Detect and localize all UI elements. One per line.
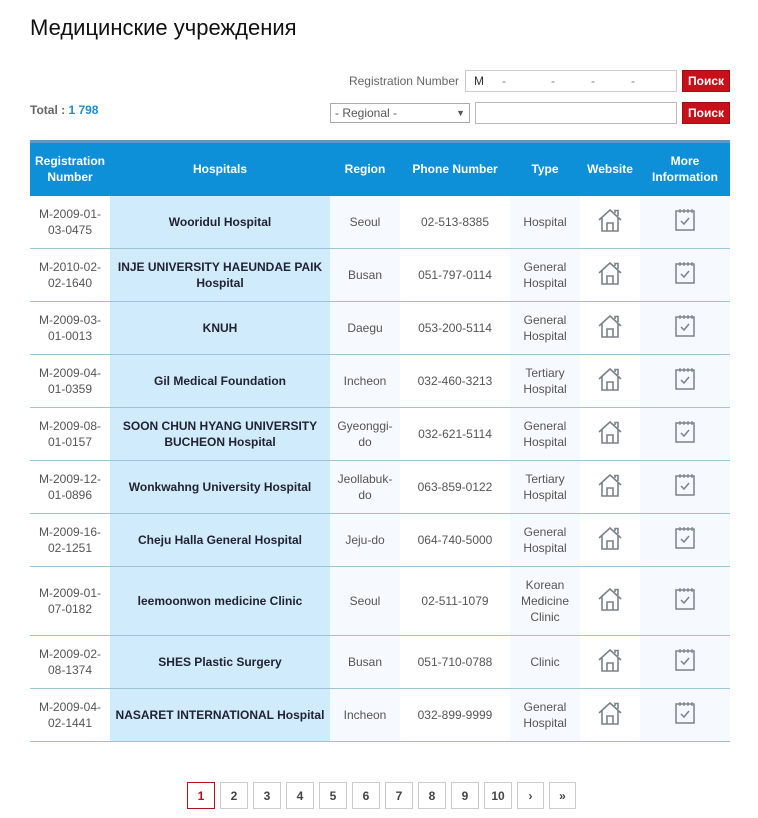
phone-number: 063-859-0122: [400, 461, 510, 514]
more-information-cell[interactable]: [640, 302, 730, 355]
region: Seoul: [330, 196, 400, 249]
hospital-name[interactable]: leemoonwon medicine Clinic: [110, 567, 330, 636]
more-information-cell[interactable]: [640, 461, 730, 514]
more-information-cell[interactable]: [640, 249, 730, 302]
phone-number: 032-460-3213: [400, 355, 510, 408]
page-4-button[interactable]: 4: [286, 782, 314, 809]
website-cell[interactable]: [580, 302, 640, 355]
table-row: [30, 636, 730, 689]
hospital-name[interactable]: KNUH: [110, 302, 330, 355]
phone-number: 053-200-5114: [400, 302, 510, 355]
col-registration-number: Registration Number: [34, 154, 105, 185]
notepad-check-icon[interactable]: [674, 367, 696, 395]
hospital-name[interactable]: Gil Medical Foundation: [110, 355, 330, 408]
notepad-check-icon[interactable]: [674, 261, 696, 289]
regional-search-row: [330, 102, 730, 124]
phone-number: 02-513-8385: [400, 196, 510, 249]
table-row: [30, 514, 730, 567]
notepad-check-icon[interactable]: [674, 648, 696, 676]
page-7-button[interactable]: 7: [385, 782, 413, 809]
page-5-button[interactable]: 5: [319, 782, 347, 809]
hospital-type: Korean Medicine Clinic: [510, 567, 580, 636]
website-cell[interactable]: [580, 408, 640, 461]
hospital-name[interactable]: Wooridul Hospital: [110, 196, 330, 249]
hospital-name[interactable]: SOON CHUN HYANG UNIVERSITY BUCHEON Hospital: [110, 408, 330, 461]
more-information-cell[interactable]: [640, 567, 730, 636]
notepad-check-icon[interactable]: [674, 420, 696, 448]
hospitals-table: [30, 140, 730, 742]
phone-number: 064-740-5000: [400, 514, 510, 567]
phone-number: 02-511-1079: [400, 567, 510, 636]
table-row: [30, 355, 730, 408]
region: Busan: [330, 249, 400, 302]
region: Incheon: [330, 355, 400, 408]
next-page-button[interactable]: ›: [517, 782, 544, 809]
registration-number-input[interactable]: [465, 70, 677, 92]
region: Daegu: [330, 302, 400, 355]
website-cell[interactable]: [580, 355, 640, 408]
home-icon[interactable]: [596, 366, 624, 396]
registration-number: M-2009-01-07-0182: [30, 567, 110, 636]
website-cell[interactable]: [580, 196, 640, 249]
hospital-type: Clinic: [510, 636, 580, 689]
phone-number: 032-621-5114: [400, 408, 510, 461]
page-3-button[interactable]: 3: [253, 782, 281, 809]
page-1-button[interactable]: 1: [187, 782, 215, 809]
page-10-button[interactable]: 10: [484, 782, 512, 809]
more-information-cell[interactable]: [640, 196, 730, 249]
table-row: [30, 567, 730, 636]
hospital-name[interactable]: SHES Plastic Surgery: [110, 636, 330, 689]
region: Incheon: [330, 689, 400, 742]
hospital-type: General Hospital: [510, 514, 580, 567]
notepad-check-icon[interactable]: [674, 701, 696, 729]
hospital-type: General Hospital: [510, 689, 580, 742]
hospital-type: General Hospital: [510, 302, 580, 355]
col-more-information: More Information: [652, 154, 718, 185]
hospital-type: Hospital: [510, 196, 580, 249]
col-phone-number: Phone Number: [412, 162, 498, 177]
registration-search-row: [349, 70, 730, 92]
table-row: [30, 461, 730, 514]
notepad-check-icon[interactable]: [674, 314, 696, 342]
website-cell[interactable]: [580, 636, 640, 689]
notepad-check-icon[interactable]: [674, 473, 696, 501]
more-information-cell[interactable]: [640, 636, 730, 689]
col-website: Website: [587, 162, 633, 177]
col-hospitals: Hospitals: [192, 162, 247, 177]
table-row: [30, 689, 730, 742]
notepad-check-icon[interactable]: [674, 587, 696, 615]
dropdown-arrow-icon: ▼: [456, 108, 465, 118]
page-9-button[interactable]: 9: [451, 782, 479, 809]
home-icon[interactable]: [596, 260, 624, 290]
total-label: Total :: [30, 103, 69, 117]
phone-number: 051-797-0114: [400, 249, 510, 302]
more-information-cell[interactable]: [640, 408, 730, 461]
region: Seoul: [330, 567, 400, 636]
regional-select-value: - Regional -: [335, 106, 398, 120]
region: Jeju-do: [330, 514, 400, 567]
hospital-type: Tertiary Hospital: [510, 461, 580, 514]
registration-number: M-2009-16-02-1251: [30, 514, 110, 567]
col-type: Type: [531, 162, 559, 177]
home-icon[interactable]: [596, 586, 624, 616]
home-icon[interactable]: [596, 525, 624, 555]
home-icon[interactable]: [596, 472, 624, 502]
region: Gyeonggi-do: [330, 408, 400, 461]
registration-number-label: Registration Number: [348, 74, 459, 88]
home-icon[interactable]: [596, 700, 624, 730]
website-cell[interactable]: [580, 514, 640, 567]
home-icon[interactable]: [596, 313, 624, 343]
page-2-button[interactable]: 2: [220, 782, 248, 809]
reg-part-prefix[interactable]: M: [474, 74, 484, 88]
registration-number: M-2009-01-03-0475: [30, 196, 110, 249]
more-information-cell[interactable]: [640, 355, 730, 408]
notepad-check-icon[interactable]: [674, 208, 696, 236]
website-cell[interactable]: [580, 689, 640, 742]
registration-number: M-2009-04-02-1441: [30, 689, 110, 742]
website-cell[interactable]: [580, 567, 640, 636]
hospital-name[interactable]: Cheju Halla General Hospital: [110, 514, 330, 567]
hospital-name[interactable]: NASARET INTERNATIONAL Hospital: [110, 689, 330, 742]
hospital-name[interactable]: Wonkwahng University Hospital: [110, 461, 330, 514]
registration-number: M-2009-03-01-0013: [30, 302, 110, 355]
page-title: Медицинские учреждения: [30, 15, 297, 40]
regional-select[interactable]: [330, 103, 470, 123]
page-6-button[interactable]: 6: [352, 782, 380, 809]
website-cell[interactable]: [580, 249, 640, 302]
reg-part-4[interactable]: -: [631, 74, 635, 88]
registration-number: M-2009-02-08-1374: [30, 636, 110, 689]
total-value: 1 798: [68, 103, 99, 117]
region: Jeollabuk-do: [330, 461, 400, 514]
registration-number: M-2009-08-01-0157: [30, 408, 110, 461]
reg-part-1[interactable]: -: [502, 74, 506, 88]
table-row: [30, 196, 730, 249]
registration-number: M-2009-04-01-0359: [30, 355, 110, 408]
keyword-search-button[interactable]: Поиск: [682, 102, 730, 124]
table-row: [30, 302, 730, 355]
reg-part-3[interactable]: -: [591, 74, 595, 88]
last-page-button[interactable]: »: [549, 782, 576, 809]
home-icon[interactable]: [596, 207, 624, 237]
col-region: Region: [344, 162, 386, 177]
hospital-type: General Hospital: [510, 408, 580, 461]
table-row: [30, 249, 730, 302]
keyword-input[interactable]: [475, 102, 677, 124]
registration-search-button[interactable]: Поиск: [682, 70, 730, 92]
region: Busan: [330, 636, 400, 689]
registration-number: M-2009-12-01-0896: [30, 461, 110, 514]
pagination: [187, 782, 581, 809]
home-icon[interactable]: [596, 647, 624, 677]
hospital-type: Tertiary Hospital: [510, 355, 580, 408]
page-8-button[interactable]: 8: [418, 782, 446, 809]
home-icon[interactable]: [596, 419, 624, 449]
reg-part-2[interactable]: -: [551, 74, 555, 88]
total-count: [30, 103, 98, 117]
hospital-type: General Hospital: [510, 249, 580, 302]
more-information-cell[interactable]: [640, 689, 730, 742]
table-header-row: [30, 142, 730, 196]
notepad-check-icon[interactable]: [674, 526, 696, 554]
hospital-name[interactable]: INJE UNIVERSITY HAEUNDAE PAIK Hospital: [110, 249, 330, 302]
registration-number: M-2010-02-02-1640: [30, 249, 110, 302]
phone-number: 032-899-9999: [400, 689, 510, 742]
website-cell[interactable]: [580, 461, 640, 514]
more-information-cell[interactable]: [640, 514, 730, 567]
phone-number: 051-710-0788: [400, 636, 510, 689]
table-row: [30, 408, 730, 461]
